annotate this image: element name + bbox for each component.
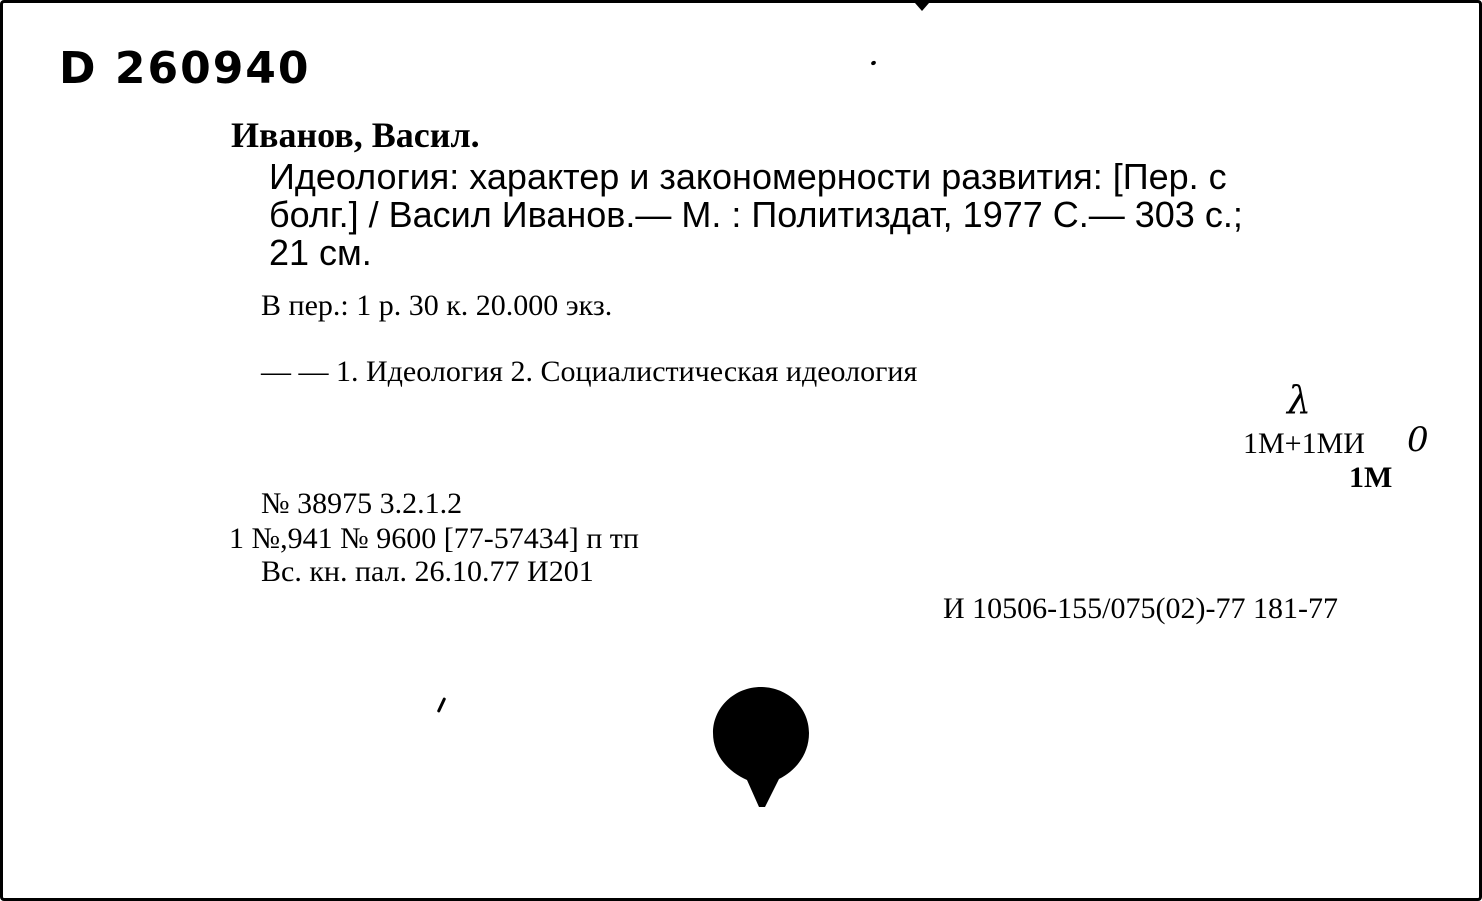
top-edge-notch	[915, 3, 929, 11]
stray-pen-mark	[437, 697, 446, 713]
title-description	[229, 158, 1397, 272]
classification-formula-bottom: 1М	[1349, 461, 1393, 494]
title-line-1: Идеология: характер и закономерности развития: [Пер. с	[269, 156, 1227, 197]
registration-line: 1 №,941 № 9600 [77-57434] п тп	[229, 522, 639, 555]
punch-hole-icon	[709, 683, 813, 811]
handwritten-mark: λ	[1287, 378, 1312, 422]
book-chamber-line: Вс. кн. пал. 26.10.77 И201	[261, 555, 594, 588]
subject-headings: — — 1. Идеология 2. Социалистическая идеология	[261, 355, 918, 388]
classification-formula-top: 1М+1МИ	[1243, 427, 1365, 460]
publisher-code-line: И 10506-155/075(02)-77 181-77	[943, 592, 1338, 625]
ink-speck	[870, 60, 876, 66]
title-line-3: 21 см.	[269, 232, 372, 273]
author-heading: Иванов, Васил.	[231, 115, 480, 155]
call-number: D 260940	[59, 43, 311, 94]
card-number-line: № 38975 3.2.1.2	[261, 487, 463, 520]
handwritten-zero: 0	[1407, 420, 1429, 460]
price-and-print-run: В пер.: 1 р. 30 к. 20.000 экз.	[261, 289, 613, 322]
title-line-2: болг.] / Васил Иванов.— М. : Политиздат, 1977 С.— 303 с.;	[269, 194, 1243, 235]
